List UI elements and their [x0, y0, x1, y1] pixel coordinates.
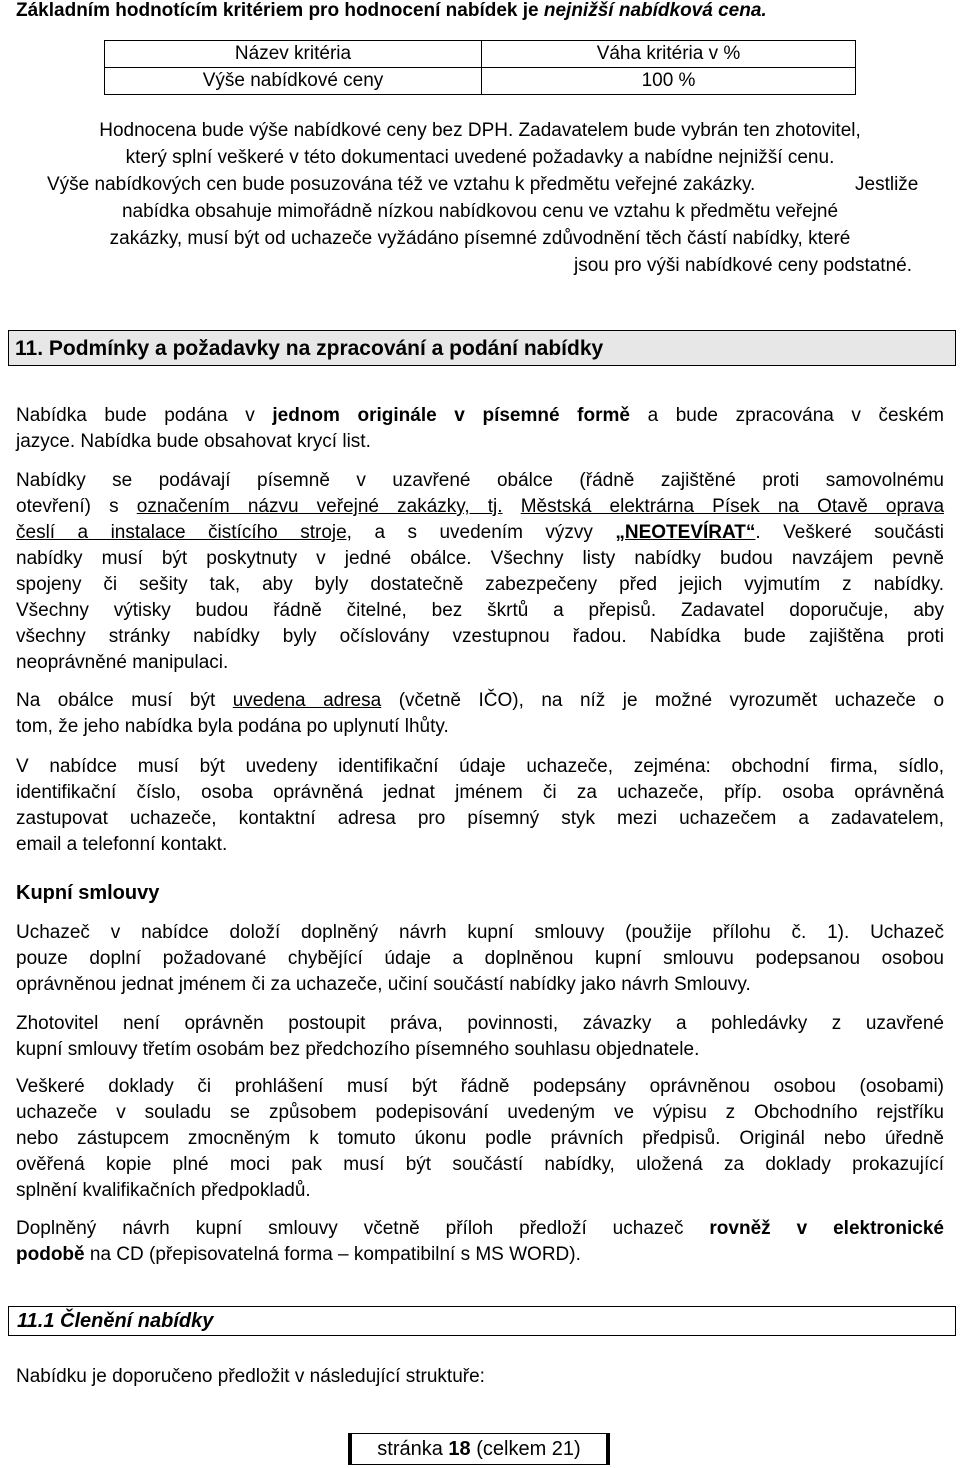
p2-text: otevření) s	[16, 496, 119, 517]
paragraph-assignment	[16, 1011, 944, 1063]
p2-underlined: označením názvu veřejné zakázky, tj.	[136, 496, 503, 517]
kupni-smlouvy-heading: Kupní smlouvy	[16, 882, 160, 904]
p2-underlined-title-2: česlí a instalace čistícího stroje,	[16, 522, 352, 543]
p7-line: nebo zástupcem zmocněným k tomuto úkonu podle právních předpisů. Originál nebo úředně	[16, 1128, 944, 1149]
p2-line: neoprávněné manipulaci.	[16, 652, 229, 673]
evaluation-line: zakázky, musí být od uchazeče vyžádáno písemné zdůvodnění těch částí nabídky, které	[109, 228, 851, 249]
page-footer	[348, 1433, 610, 1465]
evaluation-line: Jestliže	[855, 174, 919, 195]
p5-line: oprávněnou jednat jménem či za uchazeče, učiní součástí nabídky jako návrh Smlouvy.	[16, 974, 751, 995]
p8-bold-2: podobě	[16, 1244, 85, 1265]
p1-text-bold: jednom originále v písemné formě	[272, 405, 630, 426]
criteria-cell-name: Výše nabídkové ceny	[105, 68, 482, 95]
p4-line: V nabídce musí být uvedeny identifikační údaje uchazeče, zejména: obchodní firma, sídlo,	[16, 756, 944, 777]
evaluation-text	[60, 117, 900, 171]
intro-emphasis: nejnižší nabídková cena.	[543, 0, 767, 21]
criteria-header-row	[105, 41, 856, 68]
paragraph-address	[16, 688, 944, 740]
evaluation-line: Hodnocena bude výše nabídkové ceny bez DPH. Zadavatelem bude vybrán ten zhotovitel,	[99, 120, 861, 141]
p4-line: identifikační číslo, osoba oprávněná jednat jménem či za uchazeče, příp. osoba oprávněná	[16, 782, 944, 803]
section-11-heading: 11. Podmínky a požadavky na zpracování a podání nabídky	[8, 330, 956, 366]
p2-underlined-title: Městská elektrárna Písek na Otavě oprava	[520, 496, 945, 517]
p2-line: všechny stránky nabídky byly očíslovány vzestupnou řadou. Nabídka bude zajištěna proti	[16, 626, 944, 647]
evaluation-line: jsou pro výši nabídkové ceny podstatné.	[574, 255, 912, 276]
p5-line: Uchazeč v nabídce doloží doplněný návrh kupní smlouvy (použije přílohu č. 1). Uchazeč	[16, 922, 944, 943]
footer-total: (celkem 21)	[476, 1438, 581, 1460]
p6-line: Zhotovitel není oprávněn postoupit práva, povinnosti, závazky a pohledávky z uzavřené	[16, 1013, 944, 1034]
p4-line: zastupovat uchazeče, kontaktní adresa pro písemný styk mezi uchazečem a zadavatelem,	[16, 808, 944, 829]
p7-line: Veškeré doklady či prohlášení musí být řádně podepsány oprávněnou osobou (osobami)	[16, 1076, 944, 1097]
p8-text: Doplněný návrh kupní smlouvy včetně příloh předloží uchazeč	[16, 1218, 684, 1239]
intro-line	[16, 0, 767, 22]
p2-text: . Veškeré součásti	[755, 522, 945, 543]
evaluation-line: Výše nabídkových cen bude posuzována též ve vztahu k předmětu veřejné zakázky.	[47, 174, 756, 195]
criteria-header-weight: Váha kritéria v %	[482, 41, 856, 68]
paragraph-structure: Nabídku je doporučeno předložit v následující struktuře:	[16, 1366, 485, 1387]
p2-text: a s uvedením výzvy	[374, 522, 593, 543]
footer-page-number: 18	[448, 1438, 471, 1460]
p2-line: Všechny výtisky budou řádně čitelné, bez škrtů a přepisů. Zadavatel doporučuje, aby	[16, 600, 944, 621]
criteria-row	[105, 68, 856, 95]
criteria-cell-weight: 100 %	[482, 68, 856, 95]
p2-line: spojeny či sešity tak, aby byly dostatečně zabezpečeny před jejich vyjmutím z nabídky.	[16, 574, 944, 595]
p7-line: splnění kvalifikačních předpokladů.	[16, 1180, 311, 1201]
p2-line: Nabídky se podávají písemně v uzavřené obálce (řádně zajištěné proti samovolnému	[16, 470, 944, 491]
paragraph-electronic-copy	[16, 1216, 944, 1268]
p5-line: pouze doplní požadované chybějící údaje a doplněnou kupní smlouvu podepsanou osobou	[16, 948, 944, 969]
p8-text-2: na CD (přepisovatelná forma – kompatibilní s MS WORD).	[89, 1244, 581, 1265]
p2-neotevirat: „NEOTEVÍRAT“	[615, 522, 756, 543]
criteria-header-name: Název kritéria	[105, 41, 482, 68]
paragraph-envelope	[16, 468, 944, 676]
p7-line: ověřená kopie plné moci pak musí být součástí nabídky, uložená za doklady prokazující	[16, 1154, 944, 1175]
p1-text-c: a bude zpracována v českém	[647, 405, 944, 426]
p8-bold: rovněž v elektronické	[709, 1218, 944, 1239]
p6-line: kupní smlouvy třetím osobám bez předchozího písemného souhlasu objednatele.	[16, 1039, 700, 1060]
evaluation-line: který splní veškeré v této dokumentaci uvedené požadavky a nabídne nejnižší cenu.	[125, 147, 835, 168]
p1-text-a: Nabídka bude podána v	[16, 405, 255, 426]
p2-line: nabídky musí být poskytnuty v jedné obálce. Všechny listy nabídky budou navzájem pevně	[16, 548, 944, 569]
evaluation-text-b	[48, 198, 912, 279]
p4-line: email a telefonní kontakt.	[16, 834, 228, 855]
section-11-1-heading: 11.1 Členění nabídky	[8, 1306, 956, 1336]
criteria-table	[104, 40, 856, 95]
evaluation-line: nabídka obsahuje mimořádně nízkou nabídkovou cenu ve vztahu k předmětu veřejné	[121, 201, 839, 222]
paragraph-signatures	[16, 1074, 944, 1204]
intro-text: Základním hodnotícím kritériem pro hodnocení nabídek je	[16, 0, 539, 21]
p3-line2: tom, že jeho nabídka byla podána po uplynutí lhůty.	[16, 716, 449, 737]
p3-text: Na obálce musí být	[16, 690, 216, 711]
paragraph-identification	[16, 754, 944, 858]
footer-label: stránka	[377, 1438, 443, 1460]
p3-underlined: uvedena adresa	[232, 690, 382, 711]
p7-line: uchazeče v souladu se způsobem podepisování uvedeným ve výpisu z Obchodního rejstříku	[16, 1102, 944, 1123]
paragraph-contract-draft	[16, 920, 944, 998]
paragraph-offer-form	[16, 403, 944, 455]
p1-line2: jazyce. Nabídka bude obsahovat krycí list.	[16, 431, 371, 452]
p3-text: (včetně IČO), na níž je možné vyrozumět uchazeče o	[398, 690, 945, 711]
